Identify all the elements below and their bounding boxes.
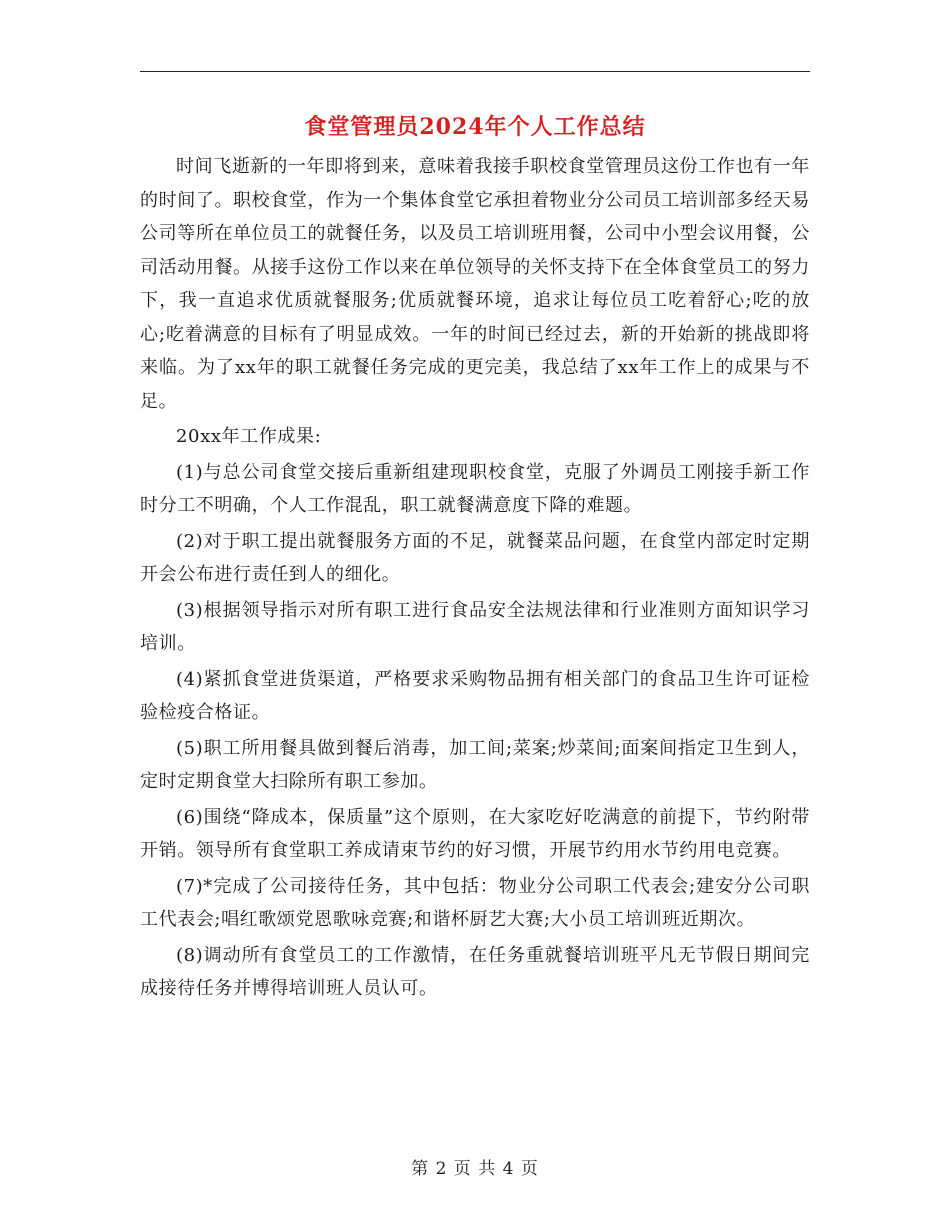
achievement-item-1: (1)与总公司食堂交接后重新组建现职校食堂，克服了外调员工刚接手新工作时分工不明确，个人工作混乱，职工就餐满意度下降的难题。 [140, 461, 810, 516]
header-rule [140, 71, 810, 72]
document-body [140, 150, 810, 1008]
achievement-item-8: (8)调动所有食堂员工的工作激情，在任务重就餐培训班平凡无节假日期间完成接待任务并博得培训班人员认可。 [140, 944, 810, 999]
achievement-item-2: (2)对于职工提出就餐服务方面的不足，就餐菜品问题，在食堂内部定时定期开会公布进行责任到人的细化。 [140, 530, 810, 585]
achievement-item-4: (4)紧抓食堂进货渠道，严格要求采购物品拥有相关部门的食品卫生许可证检验检疫合格证。 [140, 668, 810, 723]
page-number-footer: 第 2 页 共 4 页 [411, 1159, 539, 1179]
document-title: 食堂管理员2024年个人工作总结 [304, 114, 646, 140]
achievement-item-7: (7)*完成了公司接待任务，其中包括：物业分公司职工代表会;建安分公司职工代表会;唱红歌颂党恩歌咏竞赛;和谐杯厨艺大赛;大小员工培训班近期次。 [140, 875, 810, 930]
achievement-item-3: (3)根据领导指示对所有职工进行食品安全法规法律和行业准则方面知识学习培训。 [140, 599, 810, 654]
achievements-heading: 20xx年工作成果: [176, 426, 322, 447]
intro-paragraph: 时间飞逝新的一年即将到来，意味着我接手职校食堂管理员这份工作也有一年的时间了。职校食堂，作为一个集体食堂它承担着物业分公司员工培训部多经天易公司等所在单位员工的就餐任务，以及员工培训班用餐，公司中小型会议用餐，公司活动用餐。从接手这份工作以来在单位领导的关怀支持下在全体食堂员工的努力下，我一直追求优质就餐服务;优质就餐环境，追求让每位员工吃着舒心;吃的放心;吃着满意的目标有了明显成效。一年的时间已经过去，新的开始新的挑战即将来临。为了xx年的职工就餐任务完成的更完美，我总结了xx年工作上的成果与不足。 [140, 156, 810, 412]
achievement-item-5: (5)职工所用餐具做到餐后消毒，加工间;菜案;炒菜间;面案间指定卫生到人，定时定期食堂大扫除所有职工参加。 [140, 737, 810, 792]
achievement-item-6: (6)围绕“降成本，保质量”这个原则，在大家吃好吃满意的前提下，节约附带开销。领导所有食堂职工养成请束节约的好习惯，开展节约用水节约用电竞赛。 [140, 806, 810, 861]
